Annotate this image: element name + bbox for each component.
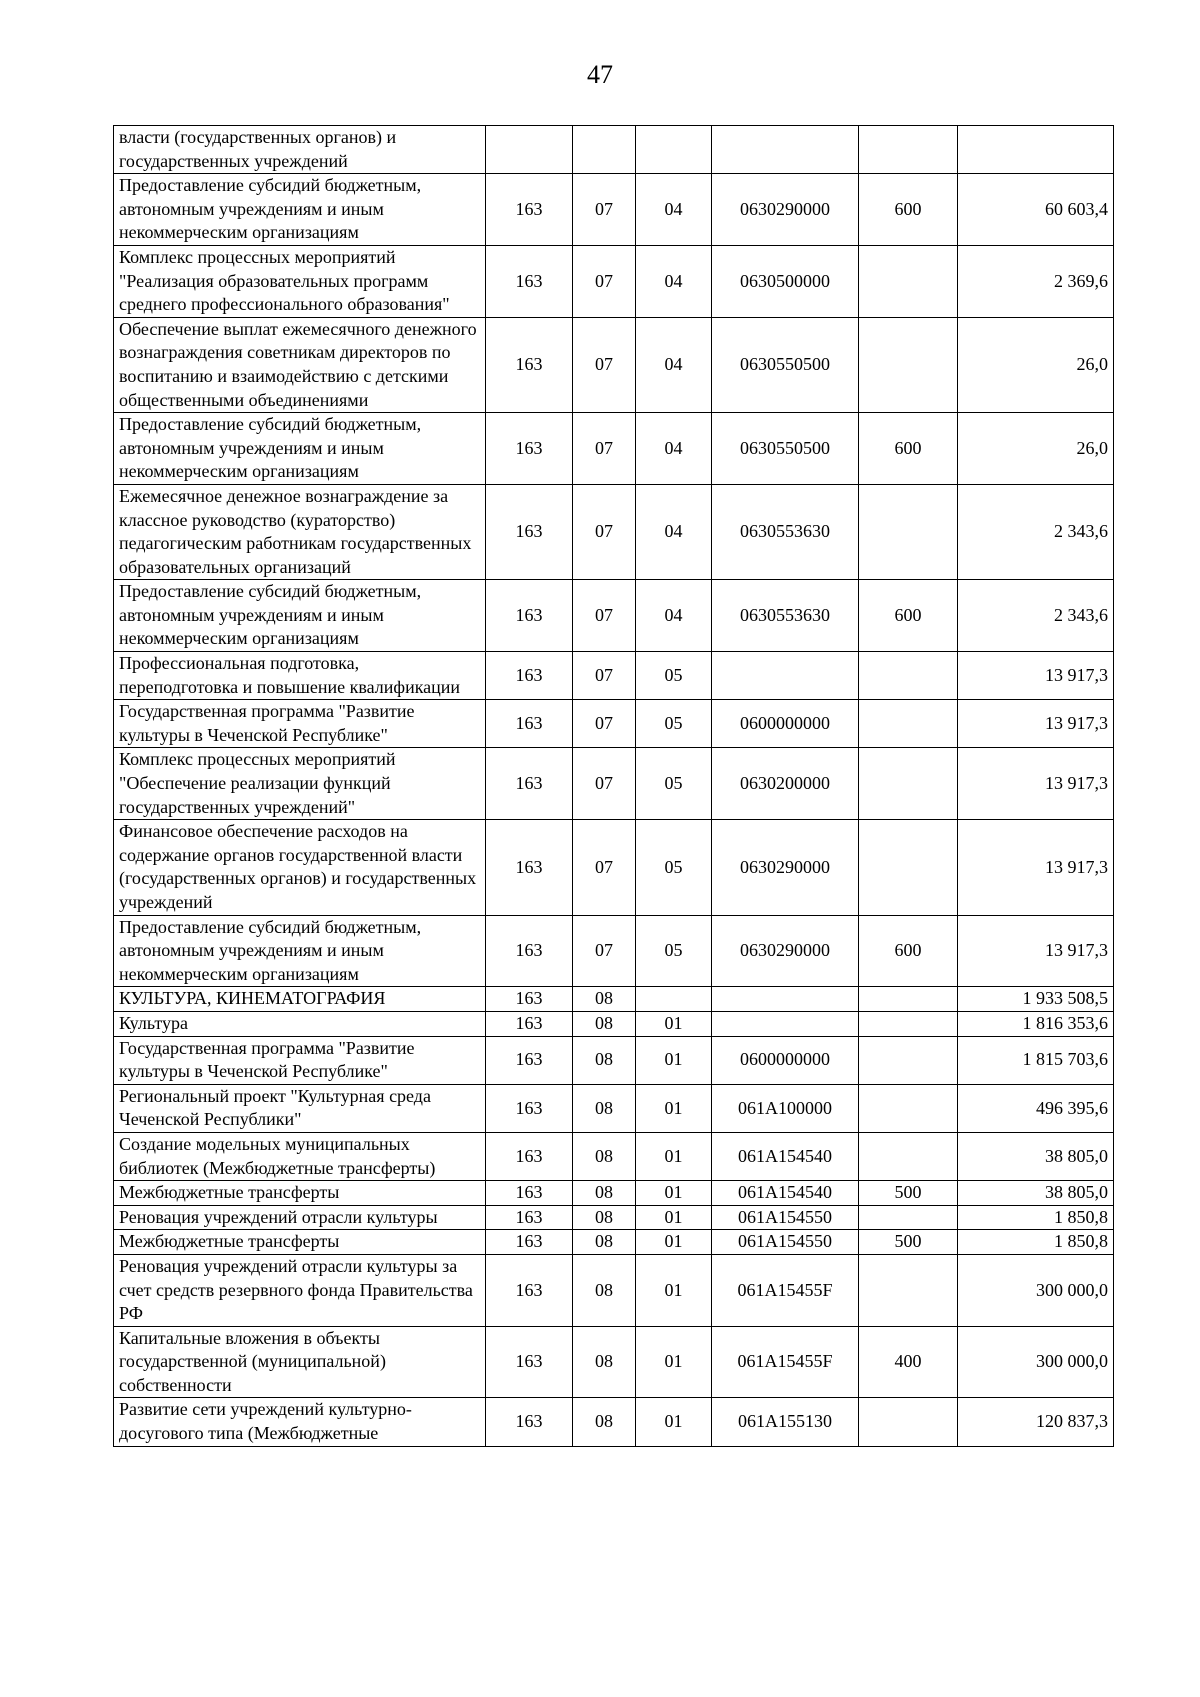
admin-code-cell: 163 xyxy=(486,413,573,485)
table-row xyxy=(114,1132,1114,1180)
subsection-code-cell: 04 xyxy=(636,245,712,317)
section-code-cell: 08 xyxy=(573,1011,636,1036)
admin-code-cell: 163 xyxy=(486,317,573,412)
expense-type-cell xyxy=(859,126,958,174)
target-article-cell: 0630553630 xyxy=(712,580,859,652)
table-row xyxy=(114,652,1114,700)
expense-type-cell xyxy=(859,245,958,317)
table-row xyxy=(114,580,1114,652)
amount-cell xyxy=(958,126,1114,174)
admin-code-cell: 163 xyxy=(486,580,573,652)
admin-code-cell: 163 xyxy=(486,820,573,915)
subsection-code-cell: 05 xyxy=(636,820,712,915)
admin-code-cell: 163 xyxy=(486,1011,573,1036)
amount-cell: 2 343,6 xyxy=(958,580,1114,652)
target-article-cell: 061A100000 xyxy=(712,1084,859,1132)
expense-type-cell: 600 xyxy=(859,174,958,246)
item-name-cell: власти (государственных органов) и государственных учреждений xyxy=(114,126,486,174)
item-name-cell: Государственная программа "Развитие культуры в Чеченской Республике" xyxy=(114,1036,486,1084)
subsection-code-cell: 01 xyxy=(636,1132,712,1180)
amount-cell: 1 933 508,5 xyxy=(958,987,1114,1012)
item-name-cell: Государственная программа "Развитие культуры в Чеченской Республике" xyxy=(114,700,486,748)
target-article-cell: 061A15455F xyxy=(712,1326,859,1398)
target-article-cell: 061A15455F xyxy=(712,1254,859,1326)
target-article-cell xyxy=(712,126,859,174)
table-row xyxy=(114,748,1114,820)
amount-cell: 2 369,6 xyxy=(958,245,1114,317)
item-name-cell: Обеспечение выплат ежемесячного денежного вознаграждения советникам директоров по воспитанию и взаимодействию с детскими общественными объединениями xyxy=(114,317,486,412)
target-article-cell: 0630290000 xyxy=(712,174,859,246)
subsection-code-cell: 04 xyxy=(636,174,712,246)
amount-cell: 60 603,4 xyxy=(958,174,1114,246)
admin-code-cell: 163 xyxy=(486,1398,573,1446)
amount-cell: 38 805,0 xyxy=(958,1181,1114,1206)
target-article-cell: 0630290000 xyxy=(712,915,859,987)
section-code-cell: 08 xyxy=(573,987,636,1012)
table-row xyxy=(114,174,1114,246)
section-code-cell: 07 xyxy=(573,652,636,700)
amount-cell: 26,0 xyxy=(958,317,1114,412)
target-article-cell: 0600000000 xyxy=(712,1036,859,1084)
item-name-cell: Межбюджетные трансферты xyxy=(114,1230,486,1255)
amount-cell: 1 816 353,6 xyxy=(958,1011,1114,1036)
section-code-cell: 07 xyxy=(573,245,636,317)
item-name-cell: Комплекс процессных мероприятий "Обеспечение реализации функций государственных учреждений" xyxy=(114,748,486,820)
admin-code-cell: 163 xyxy=(486,484,573,579)
expense-type-cell xyxy=(859,820,958,915)
target-article-cell: 061A154550 xyxy=(712,1205,859,1230)
expense-type-cell xyxy=(859,1205,958,1230)
table-row xyxy=(114,1181,1114,1206)
item-name-cell: Предоставление субсидий бюджетным, автономным учреждениям и иным некоммерческим организациям xyxy=(114,580,486,652)
admin-code-cell: 163 xyxy=(486,1132,573,1180)
item-name-cell: Межбюджетные трансферты xyxy=(114,1181,486,1206)
item-name-cell: Предоставление субсидий бюджетным, автономным учреждениям и иным некоммерческим организациям xyxy=(114,174,486,246)
target-article-cell: 0630290000 xyxy=(712,820,859,915)
budget-table xyxy=(113,125,1114,1447)
section-code-cell: 08 xyxy=(573,1132,636,1180)
item-name-cell: КУЛЬТУРА, КИНЕМАТОГРАФИЯ xyxy=(114,987,486,1012)
item-name-cell: Ежемесячное денежное вознаграждение за классное руководство (кураторство) педагогическим работникам государственных образовательных организаций xyxy=(114,484,486,579)
target-article-cell: 0600000000 xyxy=(712,700,859,748)
amount-cell: 1 850,8 xyxy=(958,1230,1114,1255)
admin-code-cell: 163 xyxy=(486,1326,573,1398)
amount-cell: 38 805,0 xyxy=(958,1132,1114,1180)
subsection-code-cell xyxy=(636,987,712,1012)
admin-code-cell: 163 xyxy=(486,174,573,246)
section-code-cell: 07 xyxy=(573,700,636,748)
admin-code-cell: 163 xyxy=(486,915,573,987)
subsection-code-cell: 04 xyxy=(636,413,712,485)
admin-code-cell: 163 xyxy=(486,652,573,700)
expense-type-cell xyxy=(859,1036,958,1084)
expense-type-cell: 500 xyxy=(859,1181,958,1206)
expense-type-cell xyxy=(859,484,958,579)
amount-cell: 13 917,3 xyxy=(958,700,1114,748)
section-code-cell: 08 xyxy=(573,1326,636,1398)
section-code-cell: 07 xyxy=(573,748,636,820)
target-article-cell xyxy=(712,652,859,700)
budget-table-body xyxy=(114,126,1114,1447)
section-code-cell: 08 xyxy=(573,1205,636,1230)
amount-cell: 13 917,3 xyxy=(958,652,1114,700)
expense-type-cell xyxy=(859,1398,958,1446)
target-article-cell: 0630200000 xyxy=(712,748,859,820)
table-row xyxy=(114,245,1114,317)
table-row xyxy=(114,1011,1114,1036)
expense-type-cell: 500 xyxy=(859,1230,958,1255)
table-row xyxy=(114,915,1114,987)
amount-cell: 26,0 xyxy=(958,413,1114,485)
item-name-cell: Развитие сети учреждений культурно-досугового типа (Межбюджетные xyxy=(114,1398,486,1446)
item-name-cell: Предоставление субсидий бюджетным, автономным учреждениям и иным некоммерческим организациям xyxy=(114,915,486,987)
subsection-code-cell: 01 xyxy=(636,1011,712,1036)
subsection-code-cell: 01 xyxy=(636,1181,712,1206)
expense-type-cell xyxy=(859,987,958,1012)
expense-type-cell xyxy=(859,652,958,700)
target-article-cell: 061A155130 xyxy=(712,1398,859,1446)
expense-type-cell xyxy=(859,748,958,820)
amount-cell: 13 917,3 xyxy=(958,748,1114,820)
section-code-cell: 08 xyxy=(573,1230,636,1255)
subsection-code-cell: 01 xyxy=(636,1326,712,1398)
admin-code-cell: 163 xyxy=(486,1181,573,1206)
expense-type-cell xyxy=(859,700,958,748)
item-name-cell: Региональный проект "Культурная среда Чеченской Республики" xyxy=(114,1084,486,1132)
target-article-cell: 0630550500 xyxy=(712,413,859,485)
table-row xyxy=(114,987,1114,1012)
table-row xyxy=(114,700,1114,748)
table-row xyxy=(114,1205,1114,1230)
expense-type-cell: 600 xyxy=(859,580,958,652)
admin-code-cell xyxy=(486,126,573,174)
section-code-cell: 07 xyxy=(573,317,636,412)
admin-code-cell: 163 xyxy=(486,1205,573,1230)
item-name-cell: Создание модельных муниципальных библиотек (Межбюджетные трансферты) xyxy=(114,1132,486,1180)
subsection-code-cell: 01 xyxy=(636,1084,712,1132)
section-code-cell: 07 xyxy=(573,820,636,915)
amount-cell: 13 917,3 xyxy=(958,915,1114,987)
admin-code-cell: 163 xyxy=(486,1230,573,1255)
subsection-code-cell: 04 xyxy=(636,317,712,412)
target-article-cell: 0630500000 xyxy=(712,245,859,317)
admin-code-cell: 163 xyxy=(486,700,573,748)
amount-cell: 1 815 703,6 xyxy=(958,1036,1114,1084)
table-row xyxy=(114,1084,1114,1132)
table-row xyxy=(114,820,1114,915)
item-name-cell: Предоставление субсидий бюджетным, автономным учреждениям и иным некоммерческим организациям xyxy=(114,413,486,485)
admin-code-cell: 163 xyxy=(486,1254,573,1326)
item-name-cell: Реновация учреждений отрасли культуры за счет средств резервного фонда Правительства РФ xyxy=(114,1254,486,1326)
table-row xyxy=(114,1036,1114,1084)
section-code-cell: 07 xyxy=(573,580,636,652)
item-name-cell: Профессиональная подготовка, переподготовка и повышение квалификации xyxy=(114,652,486,700)
section-code-cell: 08 xyxy=(573,1254,636,1326)
target-article-cell: 061A154540 xyxy=(712,1132,859,1180)
expense-type-cell: 600 xyxy=(859,915,958,987)
item-name-cell: Реновация учреждений отрасли культуры xyxy=(114,1205,486,1230)
admin-code-cell: 163 xyxy=(486,1036,573,1084)
subsection-code-cell: 04 xyxy=(636,580,712,652)
section-code-cell: 07 xyxy=(573,484,636,579)
amount-cell: 496 395,6 xyxy=(958,1084,1114,1132)
table-row xyxy=(114,1326,1114,1398)
item-name-cell: Культура xyxy=(114,1011,486,1036)
table-row xyxy=(114,1230,1114,1255)
page-number: 47 xyxy=(587,60,613,89)
target-article-cell: 0630553630 xyxy=(712,484,859,579)
subsection-code-cell: 01 xyxy=(636,1254,712,1326)
subsection-code-cell: 01 xyxy=(636,1205,712,1230)
expense-type-cell xyxy=(859,1132,958,1180)
admin-code-cell: 163 xyxy=(486,748,573,820)
amount-cell: 13 917,3 xyxy=(958,820,1114,915)
subsection-code-cell: 01 xyxy=(636,1398,712,1446)
subsection-code-cell: 05 xyxy=(636,748,712,820)
target-article-cell: 0630550500 xyxy=(712,317,859,412)
section-code-cell: 07 xyxy=(573,174,636,246)
table-row xyxy=(114,317,1114,412)
expense-type-cell xyxy=(859,1011,958,1036)
section-code-cell: 08 xyxy=(573,1036,636,1084)
admin-code-cell: 163 xyxy=(486,987,573,1012)
expense-type-cell xyxy=(859,317,958,412)
item-name-cell: Комплекс процессных мероприятий "Реализация образовательных программ среднего профессионального образования" xyxy=(114,245,486,317)
subsection-code-cell: 05 xyxy=(636,700,712,748)
subsection-code-cell: 05 xyxy=(636,652,712,700)
amount-cell: 2 343,6 xyxy=(958,484,1114,579)
section-code-cell: 08 xyxy=(573,1181,636,1206)
expense-type-cell xyxy=(859,1084,958,1132)
subsection-code-cell: 05 xyxy=(636,915,712,987)
item-name-cell: Капитальные вложения в объекты государственной (муниципальной) собственности xyxy=(114,1326,486,1398)
amount-cell: 120 837,3 xyxy=(958,1398,1114,1446)
amount-cell: 300 000,0 xyxy=(958,1326,1114,1398)
subsection-code-cell: 01 xyxy=(636,1036,712,1084)
table-row xyxy=(114,1398,1114,1446)
item-name-cell: Финансовое обеспечение расходов на содержание органов государственной власти (государственных органов) и государственных учреждений xyxy=(114,820,486,915)
table-row xyxy=(114,484,1114,579)
target-article-cell xyxy=(712,1011,859,1036)
subsection-code-cell xyxy=(636,126,712,174)
table-row xyxy=(114,126,1114,174)
subsection-code-cell: 01 xyxy=(636,1230,712,1255)
expense-type-cell: 400 xyxy=(859,1326,958,1398)
target-article-cell xyxy=(712,987,859,1012)
section-code-cell: 07 xyxy=(573,915,636,987)
section-code-cell: 08 xyxy=(573,1398,636,1446)
expense-type-cell: 600 xyxy=(859,413,958,485)
section-code-cell: 07 xyxy=(573,413,636,485)
target-article-cell: 061A154550 xyxy=(712,1230,859,1255)
table-row xyxy=(114,1254,1114,1326)
table-row xyxy=(114,413,1114,485)
section-code-cell xyxy=(573,126,636,174)
admin-code-cell: 163 xyxy=(486,1084,573,1132)
subsection-code-cell: 04 xyxy=(636,484,712,579)
expense-type-cell xyxy=(859,1254,958,1326)
target-article-cell: 061A154540 xyxy=(712,1181,859,1206)
amount-cell: 300 000,0 xyxy=(958,1254,1114,1326)
section-code-cell: 08 xyxy=(573,1084,636,1132)
amount-cell: 1 850,8 xyxy=(958,1205,1114,1230)
admin-code-cell: 163 xyxy=(486,245,573,317)
